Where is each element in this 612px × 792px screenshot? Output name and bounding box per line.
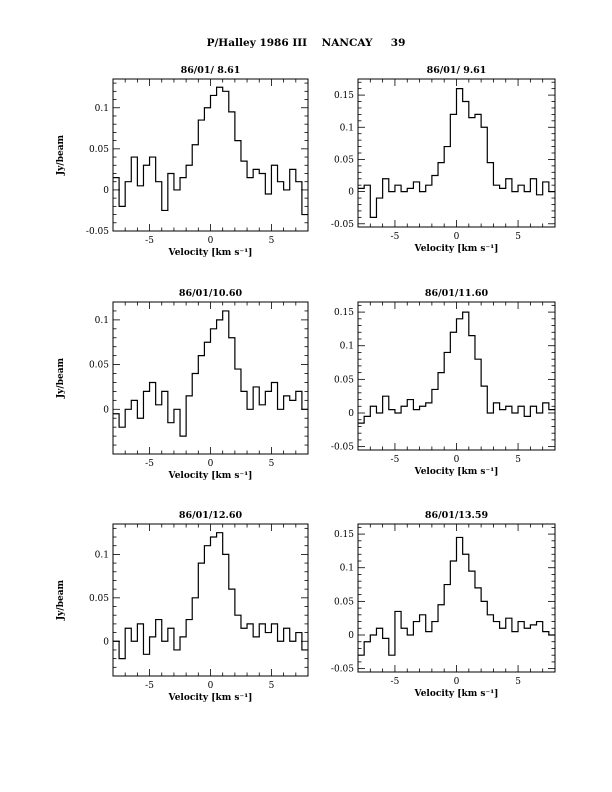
y-tick-label: 0 [103,637,109,648]
spectrum-panel-2 [331,65,555,254]
x-tick-label: 0 [207,236,214,246]
y-tick-label: -0.05 [330,442,354,453]
y-tick-label: 0.05 [333,597,354,608]
y-tick-label: 0.05 [88,360,109,371]
x-axis-label: Velocity [km s⁻¹] [168,248,253,258]
y-tick-label: 0.1 [339,563,354,574]
x-tick-label: -5 [390,677,400,687]
y-tick-label: 0 [348,631,354,641]
spectrum-panel-6 [331,510,555,699]
y-tick-label: 0.05 [333,375,354,386]
panel-title: 86/01/13.59 [424,510,489,521]
y-tick-label: -0.05 [330,664,354,675]
y-tick-label: 0.1 [94,103,109,114]
y-tick-label: 0.1 [339,341,354,352]
spectrum-line [358,537,555,655]
y-tick-label: 0.1 [94,315,109,326]
y-axis-label: Jy/beam [56,357,66,399]
x-tick-label: -5 [390,455,400,465]
y-tick-label: 0.15 [333,308,354,319]
spectrum-panel-3 [56,288,308,481]
x-axis-label: Velocity [km s⁻¹] [414,689,499,699]
y-tick-label: 0 [348,187,354,198]
y-tick-label: 0 [103,185,109,196]
spectrum-panel-5 [56,510,308,703]
panel-title: 86/01/12.60 [178,510,243,521]
x-axis-label: Velocity [km s⁻¹] [414,244,499,254]
panel-title: 86/01/ 8.61 [180,65,241,76]
x-tick-label: 0 [453,455,460,465]
spectrum-panel-1 [56,65,308,258]
y-tick-label: -0.05 [85,227,109,237]
x-tick-label: 5 [268,459,275,469]
y-tick-label: 0 [103,405,109,416]
page-title: P/Halley 1986 III NANCAY 39 [206,37,406,49]
panel-title: 86/01/10.60 [178,288,243,299]
x-tick-label: -5 [145,236,154,246]
y-tick-label: 0.15 [333,91,354,102]
y-tick-label: 0.1 [94,550,109,561]
y-tick-label: 0.1 [339,123,354,134]
x-tick-label: -5 [145,681,154,691]
spectrum-line [113,533,308,659]
x-axis-label: Velocity [km s⁻¹] [414,467,499,477]
x-tick-label: 0 [453,232,460,242]
x-tick-label: -5 [145,459,154,469]
spectrum-line [358,89,555,218]
spectrum-line [358,312,555,423]
spectrum-line [113,311,308,436]
x-axis-label: Velocity [km s⁻¹] [168,693,253,703]
panel-title: 86/01/ 9.61 [426,65,487,76]
y-tick-label: 0.05 [88,593,109,604]
y-tick-label: 0.15 [333,530,354,541]
y-tick-label: -0.05 [330,219,354,230]
y-tick-label: 0.05 [333,155,354,166]
y-axis-label: Jy/beam [56,579,66,621]
x-axis-label: Velocity [km s⁻¹] [168,471,253,481]
x-tick-label: -5 [390,232,400,242]
x-tick-label: 0 [207,459,214,469]
x-tick-label: 5 [515,232,521,242]
spectrum-panel-4 [331,288,555,477]
x-tick-label: 5 [515,677,521,687]
x-tick-label: 5 [515,455,521,465]
y-axis-label: Jy/beam [56,134,66,176]
y-tick-label: 0 [348,409,354,419]
x-tick-label: 5 [268,681,275,691]
y-tick-label: 0.05 [88,144,109,155]
plot-frame [113,302,308,454]
x-tick-label: 0 [207,681,214,691]
x-tick-label: 0 [453,677,460,687]
spectrum-line [113,87,308,214]
x-tick-label: 5 [268,236,275,246]
plot-frame [113,524,308,676]
panel-title: 86/01/11.60 [424,288,489,299]
